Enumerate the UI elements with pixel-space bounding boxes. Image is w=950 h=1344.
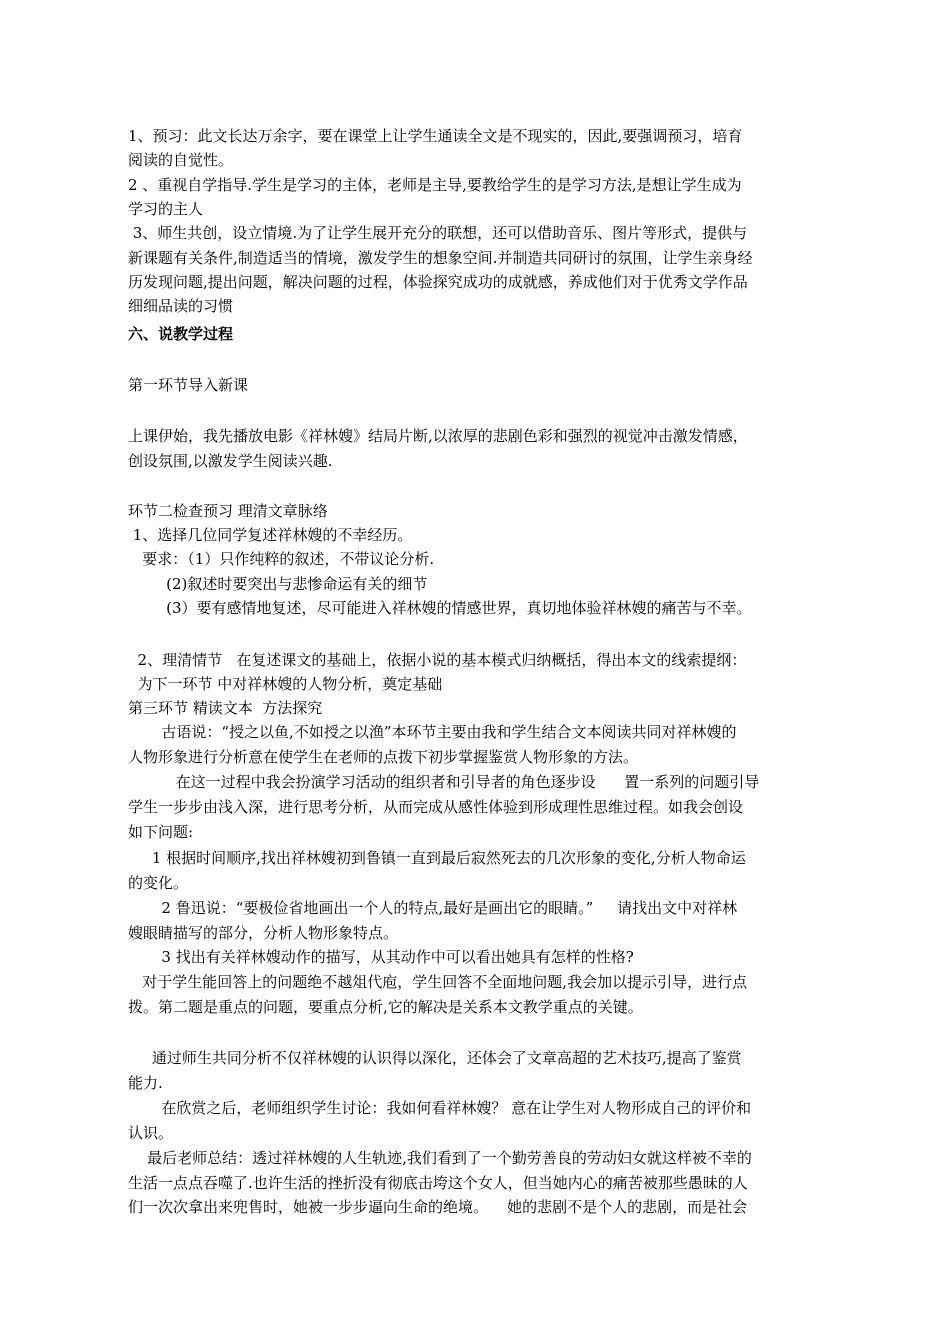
question-2-line-2: 嫂眼睛描写的部分，分析人物形象特点。	[128, 924, 399, 942]
step2-item-1: 1、选择几位同学复述祥林嫂的不幸经历。	[128, 526, 413, 544]
answer-line-1: 对于学生能回答上的问题绝不越俎代庖，学生回答不全面地问题,我会加以提示引导，进行点	[128, 973, 748, 991]
step2-requirement-2: (2)叙述时要突出与悲惨命运有关的细节	[128, 575, 428, 593]
summary-3-line-3: 们一次次拿出来兜售时，她被一步步逼向生命的绝境。 她的悲剧不是个人的悲剧，而是社会	[128, 1198, 748, 1216]
question-2-line-1: 2 鲁迅说：“要极俭省地画出一个人的特点,最好是画出它的眼睛。” 请找出文中对祥林	[128, 899, 738, 917]
step2-requirement-1: 要求：（1）只作纯粹的叙述，不带议论分析.	[128, 550, 435, 568]
step3-p2-line-3: 如下问题:	[128, 823, 194, 841]
paragraph-preview-line-1: 1、预习：此文长达万余字，要在课堂上让学生通读全文是不现实的，因此,要强调预习，培育	[128, 127, 743, 145]
step3-p1-line-1: 古语说：“授之以鱼,不如授之以渔”本环节主要由我和学生结合文本阅读共同对祥林嫂的	[128, 723, 737, 741]
step1-title: 第一环节导入新课	[128, 376, 249, 394]
step2-item-2: 2、理清情节 在复述课文的基础上，依据小说的基本模式归纳概括，得出本文的线索提纲：	[128, 651, 747, 669]
summary-1-line-2: 能力.	[128, 1074, 163, 1092]
paragraph-cocreate-line-2: 新课题有关条件,制造适当的情境，激发学生的想象空间.并制造共同研讨的氛围，让学生亲身经	[128, 249, 753, 267]
summary-2-line-1: 在欣赏之后，老师组织学生讨论：我如何看祥林嫂？ 意在让学生对人物形成自己的评价和	[128, 1099, 752, 1117]
step2-title: 环节二检查预习 理清文章脉络	[128, 502, 328, 520]
question-1-line-1: 1 根据时间顺序,找出祥林嫂初到鲁镇一直到最后寂然死去的几次形象的变化,分析人物命运	[128, 849, 746, 867]
step1-text-line-1: 上课伊始，我先播放电影《祥林嫂》结局片断,以浓厚的悲剧色彩和强烈的视觉冲击激发情感，	[128, 427, 748, 445]
step2-requirement-3: (3）要有感情地复述，尽可能进入祥林嫂的情感世界，真切地体验祥林嫂的痛苦与不幸。	[128, 599, 752, 617]
step3-p1-line-2: 人物形象进行分析意在使学生在老师的点拨下初步掌握鉴赏人物形象的方法。	[128, 748, 639, 766]
paragraph-self-study-line-2: 学习的主人	[128, 200, 204, 218]
question-3: 3 找出有关祥林嫂动作的描写，从其动作中可以看出她具有怎样的性格?	[128, 948, 634, 966]
paragraph-self-study-line-1: 2 、重视自学指导.学生是学习的主体，老师是主导,要教给学生的是学习方法,是想让学生成为	[128, 176, 742, 194]
summary-3-line-1: 最后老师总结：透过祥林嫂的人生轨迹,我们看到了一个勤劳善良的劳动妇女就这样被不幸的	[128, 1149, 752, 1167]
step1-text-line-2: 创设氛围,以激发学生阅读兴趣.	[128, 452, 333, 470]
summary-2-line-2: 认识。	[128, 1124, 174, 1142]
paragraph-cocreate-line-3: 历发现问题,提出问题，解决问题的过程，体验探究成功的成就感，养成他们对于优秀文学作品	[128, 273, 748, 291]
section-heading-6: 六、说教学过程	[128, 325, 234, 343]
step3-p2-line-2: 学生一步步由浅入深，进行思考分析，从而完成从感性体验到形成理性思维过程。如我会创设	[128, 798, 744, 816]
step3-p2-line-1: 在这一过程中我会扮演学习活动的组织者和引导者的角色逐步设 置一系列的问题引导	[128, 773, 760, 791]
summary-3-line-2: 生活一点点吞噬了.也许生活的挫折没有彻底击垮这个女人，但当她内心的痛苦被那些愚昧的人	[128, 1174, 748, 1192]
paragraph-preview-line-2: 阅读的自觉性。	[128, 151, 234, 169]
step2-item-2-cont: 为下一环节 中对祥林嫂的人物分析，奠定基础	[128, 675, 443, 693]
question-1-line-2: 的变化。	[128, 874, 189, 892]
step3-title: 第三环节 精读文本 方法探究	[128, 699, 323, 717]
paragraph-cocreate-line-4: 细细品读的习惯	[128, 297, 234, 315]
summary-1-line-1: 通过师生共同分析不仅祥林嫂的认识得以深化，还体会了文章高超的艺术技巧,提高了鉴赏	[128, 1049, 742, 1067]
answer-line-2: 拨。第二题是重点的问题，要重点分析,它的解决是关系本文教学重点的关键。	[128, 998, 643, 1016]
paragraph-cocreate-line-1: 3、师生共创，设立情境.为了让学生展开充分的联想，还可以借助音乐、图片等形式，提供与	[128, 224, 748, 242]
